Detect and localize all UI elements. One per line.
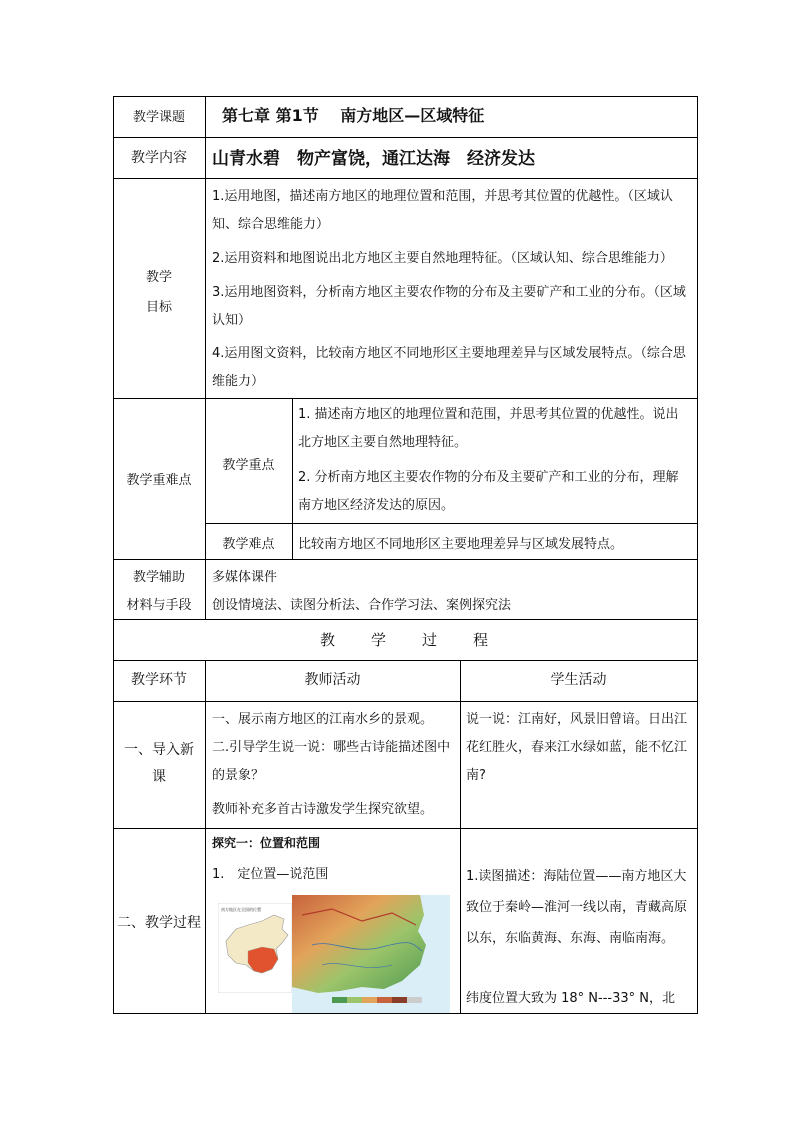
key-point-item-1: 1. 描述南方地区的地理位置和范围，并思考其位置的优越性。说出北方地区主要自然地理特征。 (298, 407, 679, 450)
content-value: 山青水碧 物产富饶，通江达海 经济发达 (212, 149, 535, 169)
aids-label-line1: 教学辅助 (132, 570, 185, 585)
intro-teacher-item-1: 一、展示南方地区的江南水乡的景观。 (212, 712, 434, 727)
table-border (292, 398, 293, 559)
table-border (113, 1013, 697, 1014)
goal-item-3: 3.运用地图资料，分析南方地区主要农作物的分布及主要矿产和工业的分布。（区域认知） (212, 285, 686, 328)
goal-item-4: 4.运用图文资料，比较南方地区不同地形区主要地理差异与区域发展特点。（综合思维能力） (212, 346, 686, 389)
intro-stage-line2: 课 (152, 769, 166, 785)
table-border (113, 619, 697, 620)
intro-teacher-item-2: 二.引导学生说一说：哪些古诗能描述图中的景象？ (212, 740, 451, 783)
process-teacher-step: 1. 定位置—说范围 (212, 867, 329, 882)
process-student-item-2: 纬度位置大致为 18° N---33° N，北 (466, 991, 676, 1006)
goals-label-line2: 目标 (145, 300, 172, 315)
key-difficult-label: 教学重难点 (126, 473, 192, 488)
table-border (205, 660, 206, 1014)
process-header: 教 学 过 程 (319, 631, 490, 649)
goals-label-line1: 教学 (145, 270, 172, 285)
topic-value: 第七章 第1节 南方地区—区域特征 (222, 106, 485, 125)
intro-teacher-item-3: 教师补充多首古诗激发学生探究欲望。 (212, 802, 434, 817)
china-location-map (218, 903, 292, 993)
goal-item-2: 2.运用资料和地图说出北方地区主要自然地理特征。（区域认知、综合思维能力） (212, 251, 673, 266)
difficult-points-value: 比较南方地区不同地形区主要地理差异与区域发展特点。 (298, 537, 624, 552)
process-teacher-heading: 探究一：位置和范围 (212, 836, 321, 850)
intro-stage-line1: 一、导入新 (124, 742, 194, 758)
table-border (113, 137, 697, 138)
table-border (113, 828, 697, 829)
aids-line2: 创设情境法、读图分析法、合作学习法、案例探究法 (212, 598, 512, 613)
southern-region-terrain-map (292, 895, 450, 1013)
goal-item-1: 1.运用地图，描述南方地区的地理位置和范围，并思考其位置的优越性。（区域认知、综合思维能力） (212, 189, 673, 232)
process-stage: 二、教学过程 (117, 915, 201, 931)
intro-student-activity: 说一说：江南好，风景旧曾谙。日出江花红胜火，春来江水绿如蓝，能不忆江南? (466, 712, 688, 783)
key-points-label: 教学重点 (222, 458, 275, 473)
china-outline-icon (218, 903, 292, 993)
content-label: 教学内容 (131, 150, 187, 166)
topic-label: 教学课题 (132, 110, 185, 125)
difficult-points-label: 教学难点 (222, 537, 275, 552)
key-point-item-2: 2. 分析南方地区主要农作物的分布及主要矿产和工业的分布，理解南方地区经济发达的原因。 (298, 470, 679, 513)
table-border (460, 660, 461, 1014)
aids-line1: 多媒体课件 (212, 570, 278, 585)
column-header-student: 学生活动 (550, 672, 607, 688)
table-border (113, 559, 697, 560)
table-border (113, 398, 697, 399)
map-caption: 南方地区在全国的位置 (221, 907, 261, 912)
column-header-stage: 教学环节 (131, 672, 187, 688)
table-border (113, 96, 114, 1014)
table-border (697, 96, 698, 1014)
table-border (205, 523, 697, 524)
aids-label-line2: 材料与手段 (126, 598, 192, 613)
column-header-teacher: 教师活动 (304, 672, 361, 688)
process-student-item-1: 1.读图描述：海陆位置——南方地区大致位于秦岭—淮河一线以南，青藏高原以东，东临黄海、东海、南临南海。 (466, 869, 688, 946)
table-border (113, 660, 697, 661)
terrain-map-icon (292, 895, 450, 1013)
table-border (113, 96, 697, 97)
table-border (113, 701, 697, 702)
table-border (113, 178, 697, 179)
